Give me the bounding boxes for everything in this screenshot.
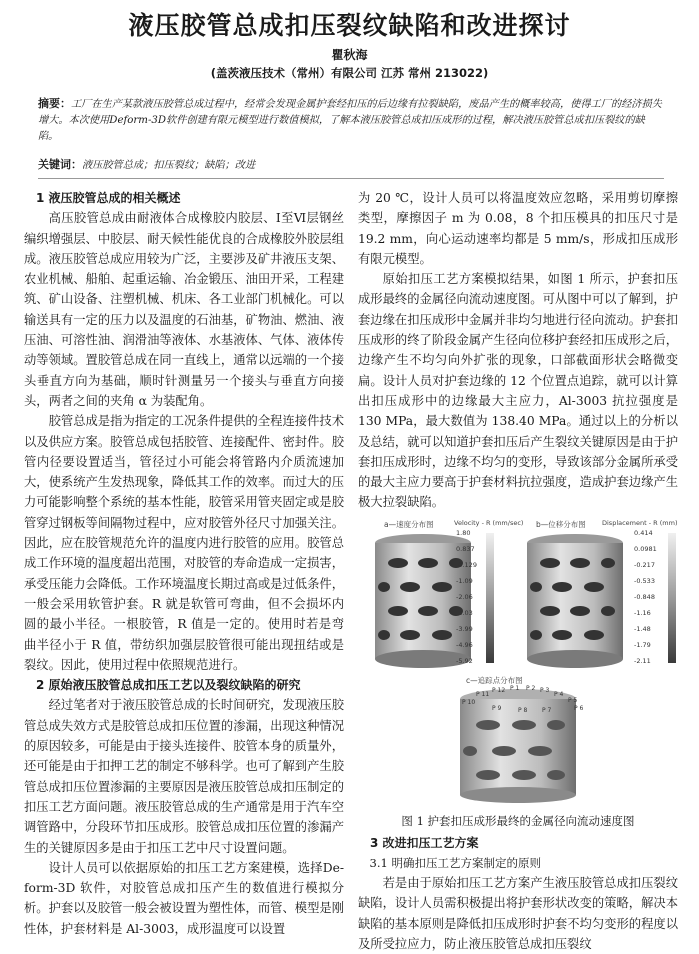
left-column [24,188,344,939]
author-name: 瞿秋海 [331,48,368,62]
figure-label-b: b—位移分布图 [536,519,586,529]
track-point-label: P 12 [492,686,506,694]
legend-a-value: -0.129 [456,560,477,569]
author-affiliation: (盖茨液压技术（常州）有限公司 江苏 常州 213022) [210,66,489,80]
section-3-heading: 3 改进扣压工艺方案 [370,835,479,850]
section-1-heading: 1 液压胶管总成的相关概述 [36,191,181,205]
paragraph-2: 胶管总成是指为指定的工况条件提供的全程连接件技术以及供应方案。胶管总成包括胶管、连接配件、密封件。胶管内径要设置适当，管径过小可能会将管路内介质流速加大，使系统产生发热现象，降低其工作的效率。而过大的压力可能影响整个系统的基本性能，胶管采用管夹固定或是胶管穿过钢板等间隔物过程中，应对胶管外径尺寸加强关注。因此，应在胶管规范允许的温度内进行胶管的应用。胶管总成工作环境的温度超出范围，对胶管的寿命造成一定损害，承受压能力会降低。工作环境温度长期过高或是过低条件，一般会采用软管护套。R 就是软管可弯曲，但不会损坏内圆的最小半径。一根胶管，R 值是一定的。使用时若是弯曲半径小于 R 值，带纺织加强层胶管很可能出现扭结或是裂纹。因此，使用过程中依照规范进行。 [24,414,344,672]
paragraph-3: 经过笔者对于液压胶管总成的长时间研究，发现液压胶管总成失效方式是胶管总成扣压位置的渗漏，出现这种情况的原因较多，可能是由于接头连接件、胶管本身的质量外，还可能是由于扣押工艺的制定不够科学。也可了解到产生胶管总成扣压位置渗漏的主要原因是液压胶管总成扣压制定的扣压工艺方面问题。液压胶管总成的生产通常是用于汽车空调管路中，分段环节扣压成形。胶管总成扣压位置的渗漏产生的关键原因多是由于扣压工艺中尺寸设置问题。 [24,698,344,855]
legend-a-value: -3.03 [456,608,473,617]
section-2-heading: 2 原始液压胶管总成扣压工艺以及裂纹缺陷的研究 [36,678,301,693]
velocity-colorbar [486,533,494,663]
keywords-label: 关键词： [38,158,82,171]
right-column [358,188,678,954]
legend-b-value: 0.0981 [634,544,657,553]
track-point-label: P 6 [574,704,584,712]
figure-label-c: c—追踪点分布图 [466,675,523,685]
paper-title: 液压胶管总成扣压裂纹缺陷和改进探讨 [128,11,571,40]
paragraph-7: 若是由于原始扣压工艺方案产生液压胶管总成扣压裂纹缺陷，设计人员需积极提出将护套形状改变的策略，解决本缺陷的基本原则是降低扣压成形时护套不均匀变形的程度以及所受拉应力，防止液压胶管总成扣压裂纹 [358,876,678,951]
legend-a-value: -3.99 [456,624,473,633]
figure-1-caption: 图 1 护套扣压成形最终的金属径向流动速度图 [401,813,635,828]
abstract-text: 工厂在生产某款液压胶管总成过程中，经常会发现金属护套经扣压的后边缘有拉裂缺陷，废品产生的概率较高，使得工厂的经济损失增大。本次使用Deform-3D软件创建有限元模型进行数值模拟，了解本液压胶管总成扣压成形的过程，解决液压胶管总成扣压裂纹的缺陷。 [38,99,662,142]
track-point-label: P 11 [476,690,490,698]
track-point-label: P 5 [568,696,578,704]
figure-1 [358,519,678,807]
legend-b-value: 0.414 [634,528,653,537]
legend-a-title: Velocity - R (mm/sec) [454,518,524,527]
legend-a-value: -5.92 [456,656,473,665]
legend-b-value: -2.11 [634,656,651,665]
abstract [38,96,664,145]
legend-b-value: -0.533 [634,576,655,585]
velocity-legend [456,529,484,669]
legend-b-value: -1.79 [634,640,651,649]
section-3-1-heading: 3.1 明确扣压工艺方案制定的原则 [369,856,541,871]
track-point-label: P 3 [540,686,550,694]
header-divider [38,178,664,179]
abstract-label: 摘要： [38,97,71,110]
track-point-label: P 1 [510,684,520,692]
legend-b-value: -1.16 [634,608,651,617]
track-point-label: P 4 [554,690,564,698]
legend-a-value: -1.09 [456,576,473,585]
legend-a-value: 0.837 [456,544,475,553]
keywords [38,156,664,172]
legend-b-value: -0.848 [634,592,655,601]
keywords-text: 液压胶管总成；扣压裂纹；缺陷；改进 [82,160,256,171]
paragraph-1: 高压胶管总成由耐液体合成橡胶内胶层、Ⅰ至Ⅵ层钢丝编织增强层、中胶层、耐天候性能优良的合成橡胶外胶层组成。液压胶管总成应用较为广泛，主要涉及矿井液压支架、农业机械、船舶、起重运输、冶金锻压、油田开采，工程建筑、矿山设备、注塑机械、机床、各工业部门机械化。可以输送具有一定的压力以及温度的石油基，矿物油、燃油、液压油、可溶性油、润滑油等液体、水基液体、气体、液体传动等领域。置胶管总成在同一直线上，通常以远端的一个接头垂直方向为基础，顺时针测量另一个接头与垂直方向接头，两者之间的夹角 α 为装配角。 [24,211,344,408]
track-point-label: P 2 [526,684,536,692]
legend-b-title: Displacement - R (mm) [602,518,678,527]
legend-a-value: -4.96 [456,640,473,649]
displacement-render-image [520,531,630,671]
legend-b-value: -1.48 [634,624,651,633]
figure-label-a: a—速度分布图 [384,519,434,529]
displacement-legend [634,529,666,669]
track-point-label: P 8 [518,706,528,714]
displacement-colorbar [668,533,676,663]
paragraph-6: 原始扣压工艺方案模拟结果，如图 1 所示，护套扣压成形最终的金属径向流动速度图。可从图中可以了解到，护套边缘在扣压成形中金属并非均匀地进行径向流动。护套扣压成形的终了阶段金属产生径向位移护套经扣压成形之后，边缘产生不均匀向外扩张的现象，口部截面形状会略微变扁。设计人员对护套边缘的 12 个位置点追踪，就可以计算出扣压成形中的边缘最大主应力，Al-3003 抗拉强度是 130 MPa，最大数值为 138.40 MPa。通过以上的分析以及总结，就可以知道护套扣压后产生裂纹关键原因是由于护套扣压成形时，边缘不均匀的变形，导致该部分金属所承受的最大主应力要高于护套材料抗拉强度，造成护套边缘产生极大拉裂缺陷。 [358,272,678,510]
paragraph-5: 为 20 ℃，设计人员可以将温度效应忽略，采用剪切摩擦类型，摩擦因子 m 为 0.08，8 个扣压模具的扣压尺寸是 19.2 mm，向心运动速率均都是 5 mm/s，形成扣压成形有限元模型。 [358,191,678,266]
legend-b-value: -0.217 [634,560,655,569]
track-point-label: P 9 [492,704,502,712]
legend-a-value: -2.06 [456,592,473,601]
legend-a-value: 1.80 [456,528,471,537]
paragraph-4: 设计人员可以依据原始的扣压工艺方案建模，选择De-form-3D 软件，对胶管总成扣压产生的数值进行模拟分析。护套以及胶管一般会被设置为塑性体，而管、模型是刚性体，护套材料是 Al-3003，成形温度可以设置 [24,860,344,936]
track-point-label: P 7 [542,706,552,714]
track-point-label: P 10 [462,698,476,706]
track-points-labels [462,684,592,714]
